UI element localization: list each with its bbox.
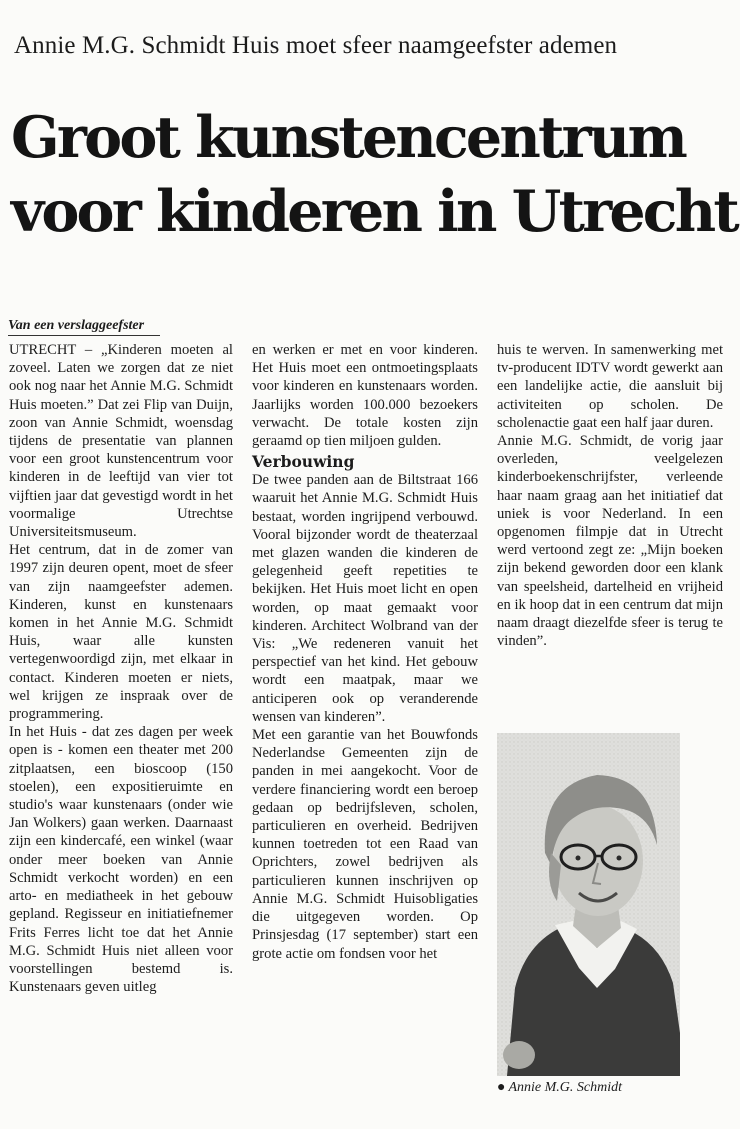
photo-caption-text: Annie M.G. Schmidt (508, 1080, 622, 1095)
byline: Van een verslaggeefster (8, 318, 160, 336)
kicker-headline: Annie M.G. Schmidt Huis moet sfeer naamgeefster ademen (14, 32, 618, 59)
paragraph: en werken er met en voor kinderen. Het Huis moet een ontmoetingsplaats voor kinderen en kunstenaars worden. Jaarlijks worden 100.000 bezoekers verwacht. De totale kosten zijn geraamd op tien miljoen gulden. (252, 342, 478, 450)
paragraph: Met een garantie van het Bouwfonds Nederlandse Gemeenten zijn de panden in mei aangekocht. Voor de verdere financiering wordt een beroep gedaan op bedrijfsleven, scholen, particulieren en overheid. Bedrijven kunnen toetreden tot een Raad van Oprichters, zowel bedrijven als particulieren kunnen inschrijven op Annie M.G. Schmidt Huisobligaties die uitgegeven worden. Op Prinsjesdag (17 september) start een grote actie om fondsen voor het (252, 727, 478, 962)
subheading: Verbouwing (252, 452, 355, 472)
portrait-image (497, 733, 680, 1076)
paragraph: UTRECHT – „Kinderen moeten al zoveel. Laten we zorgen dat ze niet ook nog naar het Annie M.G. Schmidt Huis moeten.” Dat zei Flip van Duijn, zoon van Annie Schmidt, woensdag tijdens de presentatie van plannen voor een groot kunstencentrum voor kinderen in de leeftijd van vier tot vijftien jaar dat gevestigd wordt in het voormalige Utrechtse Universiteitsmuseum. (9, 342, 233, 541)
article-column-3 (497, 341, 723, 650)
paragraph: huis te werven. In samenwerking met tv-producent IDTV wordt gewerkt aan een landelijke actie, die aansluit bij activiteiten op scholen. De scholenactie gaat een half jaar duren. (497, 342, 723, 431)
paragraph: De twee panden aan de Biltstraat 166 waaruit het Annie M.G. Schmidt Huis bestaat, worden ingrijpend verbouwd. Vooral bijzonder wordt de theaterzaal met glazen wanden die kinderen de gelegenheid geeft repetities te bekijken. Het Huis moet licht en open worden, op maat gemaakt voor kinderen. Architect Wolbrand van der Vis: „We redeneren vanuit het perspectief van het kind. Het gebouw wordt een maatpak, maar we anticiperen ook op veranderende wensen van kinderen”. (252, 472, 478, 725)
paragraph: Het centrum, dat in de zomer van 1997 zijn deuren opent, moet de sfeer van zijn naamgeefster ademen. Kinderen, kunst en kunstenaars komen in het Annie M.G. Schmidt Huis, waar alle kunsten vertegenwoordigd zijn, met elkaar in contact. Kinderen moeten er niets, wel krijgen ze inspraak over de programmering. (9, 542, 233, 723)
paragraph: In het Huis - dat zes dagen per week open is - komen een theater met 200 zitplaatsen, een bioscoop (150 stoelen), een expositieruimte en studio's waar kunstenaars (onder wie Jan Wolkers) gaan werken. Daarnaast zijn een kindercafé, een winkel (waar onder meer boeken van Annie Schmidt verkocht worden) en een arto- en mediatheek in het gebouw gepland. Regisseur en initiatiefnemer Frits Ferres licht toe dat het Annie M.G. Schmidt Huis niet alleen voor voorstellingen bestemd is. Kunstenaars geven uitleg (9, 724, 233, 996)
bullet-icon: ● (497, 1080, 506, 1095)
portrait-photo (497, 733, 680, 1076)
article-column-2 (252, 341, 478, 963)
headline-line-1: Groot kunstencentrum (11, 104, 685, 171)
headline (11, 101, 736, 249)
photo-caption (497, 1080, 697, 1096)
headline-line-2: voor kinderen in Utrecht (11, 178, 737, 245)
paragraph: Annie M.G. Schmidt, de vorig jaar overleden, veelgelezen kinderboekenschrijfster, verleende haar naam graag aan het initiatief dat uniek is voor Nederland. In een opgenomen filmpje dat in Utrecht werd vertoond zegt ze: „Mijn boeken zijn bekend geworden door een klank van speelsheid, dartelheid en vrijheid en ik hoop dat in een centrum dat mijn naam draagt diezelfde sfeer is terug te vinden”. (497, 433, 723, 650)
article-column-1 (9, 341, 233, 996)
